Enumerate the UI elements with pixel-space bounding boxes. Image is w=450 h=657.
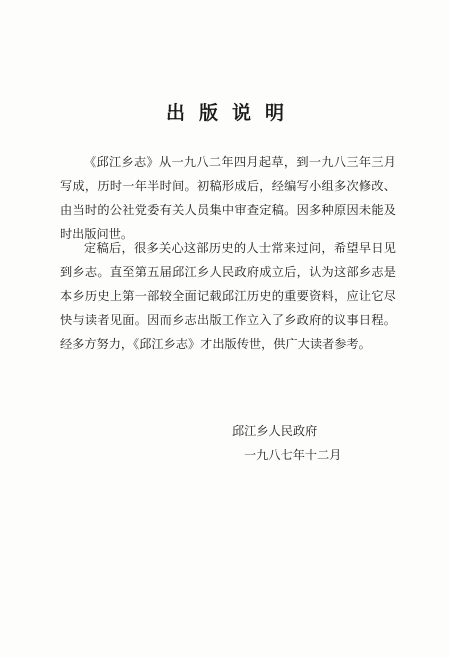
paragraph-2: 定稿后，很多关心这部历史的人士常来过问，希望早日见到乡志。直至第五届邱江乡人民政府成立后，认为这部乡志是本乡历史上第一部较全面记载邱江历史的重要资料，应让它尽快与读者见面。因而乡志出版工作立入了乡政府的议事日程。经多方努力，《邱江乡志》才出版传世，供广大读者参考。 bbox=[60, 241, 396, 351]
paragraph-1: 《邱江乡志》从一九八二年四月起草，到一九八三年三月写成，历时一年半时间。初稿形成后，经编写小组多次修改、由当时的公社党委有关人员集中审查定稿。因多种原因未能及时出版问世。 bbox=[60, 155, 396, 241]
page-title: 出版说明 bbox=[165, 102, 298, 124]
signature-date: 一九八七年十二月 bbox=[244, 448, 342, 462]
signature-organization: 邱江乡人民政府 bbox=[232, 424, 318, 438]
